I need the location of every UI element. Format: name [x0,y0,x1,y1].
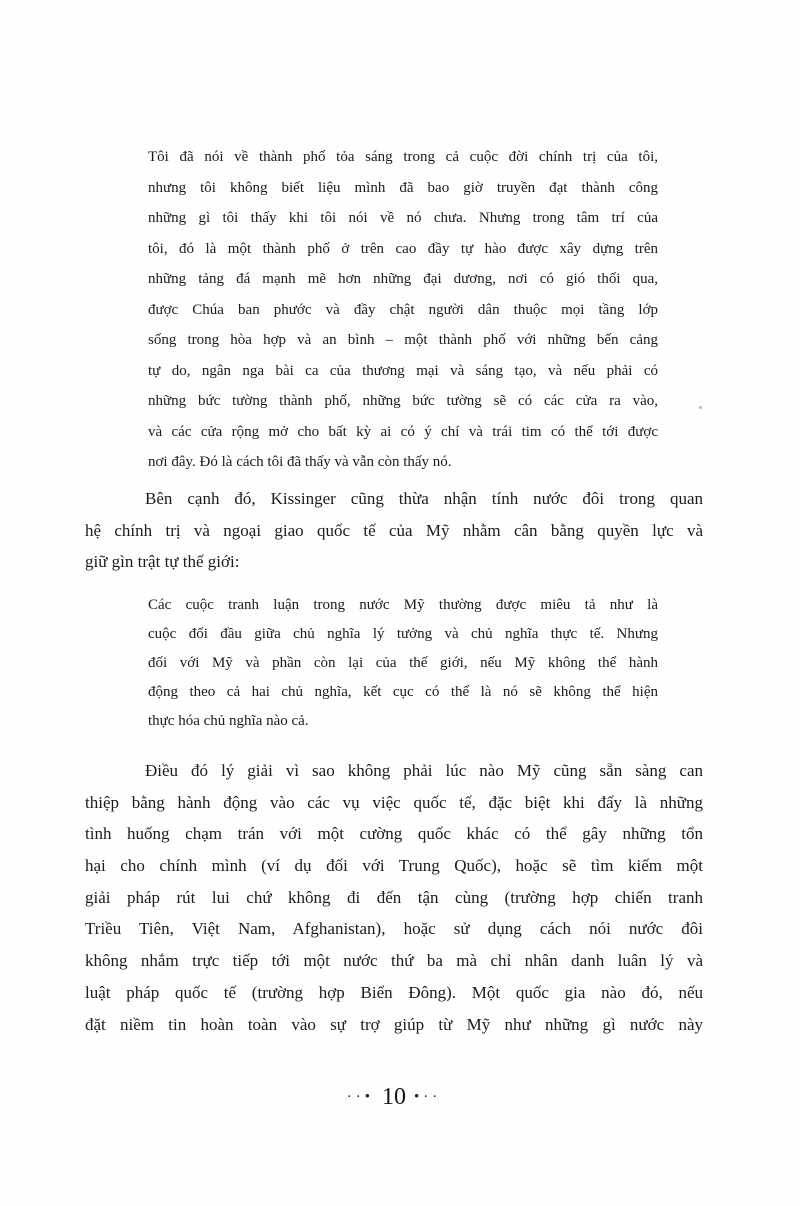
indented-quote-shining-city [85,142,703,478]
text-line: nơi đây. Đó là cách tôi đã thấy và vẫn còn thấy nó. [148,454,452,470]
text-line: tình huống chạm trán với một cường quốc khác có thể gây những tổn [85,824,703,844]
text-line: những gì tôi thấy khi tôi nói về nó chưa. Nhưng trong tâm trí của [148,210,658,226]
text-line: những tảng đá mạnh mẽ hơn những đại dương, nơi có gió thổi qua, [148,271,658,287]
text-line: sống trong hòa hợp và an bình – một thành phố với những bến cảng [148,332,658,348]
text-line: đối với Mỹ và phần còn lại của thế giới, nếu Mỹ không thể hành [148,655,658,671]
paragraph-kissinger-intro [85,483,703,578]
text-line: thực hóa chủ nghĩa nào cả. [148,713,309,729]
text-line: động theo cả hai chủ nghĩa, kết cục có thể là nó sẽ không thể hiện [148,684,658,700]
text-line: hại cho chính mình (ví dụ đối với Trung Quốc), hoặc sẽ tìm kiếm một [85,856,703,876]
text-line: Triều Tiên, Việt Nam, Afghanistan), hoặc sử dụng cách nói nước đôi [85,919,703,939]
scan-speck [699,406,702,409]
text-line: giải pháp rút lui chứ không đi đến tận cùng (trường hợp chiến tranh [85,887,703,907]
text-line: Bên cạnh đó, Kissinger cũng thừa nhận tính nước đôi trong quan [145,489,703,508]
text-line: thiệp bằng hành động vào các vụ việc quốc tế, đặc biệt khi đấy là những [85,792,703,812]
indented-quote-idealism-realism [85,591,703,736]
page-footer [85,1084,703,1111]
text-line: Điều đó lý giải vì sao không phải lúc nào Mỹ cũng sẵn sàng can [145,761,703,780]
text-line: cuộc đối đầu giữa chủ nghĩa lý tưởng và chủ nghĩa thực tế. Nhưng [148,626,658,642]
page-number-ornament-left: ··• [346,1089,374,1105]
text-line: tự do, ngân nga bài ca của thương mại và sáng tạo, và nếu phải có [148,362,658,379]
text-line: luật pháp quốc tế (trường hợp Biển Đông). Một quốc gia nào đó, nếu [85,982,703,1002]
text-line: những bức tường thành phố, những bức tường sẽ có các cửa ra vào, [148,393,658,409]
paragraph-us-intervention [85,755,703,1040]
text-line: và các cửa rộng mở cho bất kỳ ai có ý chí và trái tim có thể tới được [148,423,658,440]
text-line: nhưng tôi không biết liệu mình đã bao giờ truyền đạt thành công [148,179,658,196]
text-line: Các cuộc tranh luận trong nước Mỹ thường được miêu tả như là [148,597,658,613]
text-line: giữ gìn trật tự thế giới: [85,552,240,571]
text-line: tôi, đó là một thành phố ở trên cao đầy tự hào được xây dựng trên [148,240,658,257]
page-number-ornament-right: •·· [414,1089,442,1105]
page-number: 10 [382,1084,406,1110]
text-line: không nhắm trực tiếp tới một nước thứ ba mà chỉ nhân danh luân lý và [85,951,703,971]
text-line: hệ chính trị và ngoại giao quốc tế của Mỹ nhằm cân bằng quyền lực và [85,520,703,540]
text-line: được Chúa ban phước và đầy chật người dân thuộc mọi tầng lớp [148,301,658,318]
text-line: đặt niềm tin hoàn toàn vào sự trợ giúp từ Mỹ như những gì nước này [85,1014,703,1034]
text-line: Tôi đã nói về thành phố tỏa sáng trong cả cuộc đời chính trị của tôi, [148,149,658,165]
